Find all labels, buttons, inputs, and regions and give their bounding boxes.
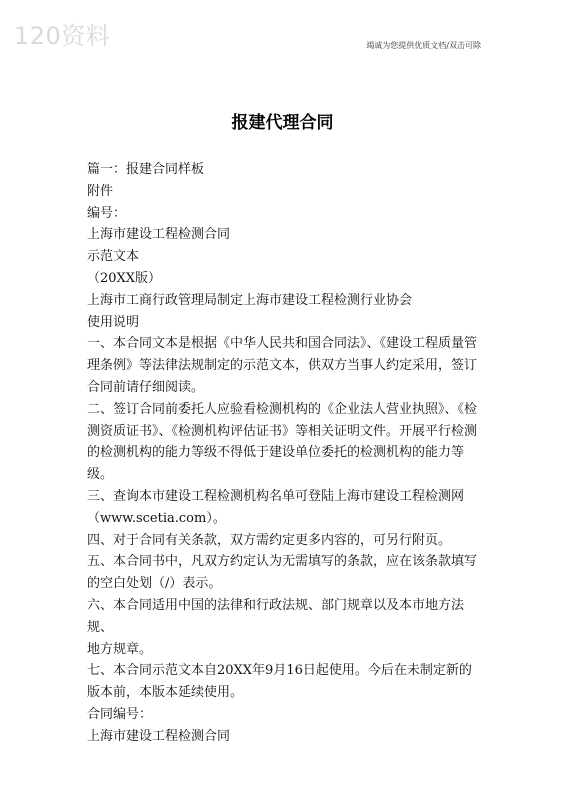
body-line: 的空白处划（/）表示。 (87, 576, 222, 592)
body-line: 版本前，本版本延续使用。 (87, 685, 244, 701)
body-line: 示范文本 (87, 249, 140, 265)
body-line: 的检测机构的能力等级不得低于建设单位委托的检测机构的能力等 (87, 445, 465, 461)
body-line: （www.scetia.com）。 (87, 510, 226, 526)
body-line: 级。 (87, 467, 114, 483)
body-line: 附件 (87, 183, 114, 199)
body-line: 二、签订合同前委托人应验看检测机构的《企业法人营业执照》、《检 (87, 401, 478, 417)
document-body (87, 159, 482, 748)
body-line: 上海市工商行政管理局制定上海市建设工程检测行业协会 (87, 292, 413, 308)
body-line: 地方规章。 (87, 641, 153, 657)
watermark-logo: 120资料 (14, 22, 111, 50)
body-line: 理条例》等法律法规制定的示范文本，供双方当事人约定采用，签订 (87, 358, 478, 374)
body-line: （20XX版） (87, 270, 162, 286)
body-line: 测资质证书》、《检测机构评估证书》等相关证明文件。开展平行检测 (87, 423, 478, 439)
body-line: 七、本合同示范文本自20XX年9月16日起使用。今后在未制定新的 (87, 663, 472, 679)
body-line: 使用说明 (87, 314, 140, 330)
body-line: 四、对于合同有关条款，双方需约定更多内容的，可另行附页。 (87, 532, 452, 548)
body-line: 篇一：报建合同样板 (87, 162, 205, 177)
body-line: 上海市建设工程检测合同 (87, 728, 231, 744)
body-line: 五、本合同书中，凡双方约定认为无需填写的条款，应在该条款填写 (87, 554, 478, 570)
body-line: 合同编号： (87, 706, 153, 722)
document-title: 报建代理合同 (231, 113, 334, 133)
body-line: 六、本合同适用中国的法律和行政法规、部门规章以及本市地方法规、 (87, 597, 465, 635)
header-note: 竭诚为您提供优质文档/双击可除 (366, 41, 481, 50)
body-line: 三、查询本市建设工程检测机构名单可登陆上海市建设工程检测网 (87, 488, 465, 504)
body-line: 编号： (87, 205, 127, 221)
body-line: 合同前请仔细阅读。 (87, 379, 205, 395)
body-line: 一、本合同文本是根据《中华人民共和国合同法》、《建设工程质量管 (87, 336, 478, 352)
body-line: 上海市建设工程检测合同 (87, 227, 231, 243)
